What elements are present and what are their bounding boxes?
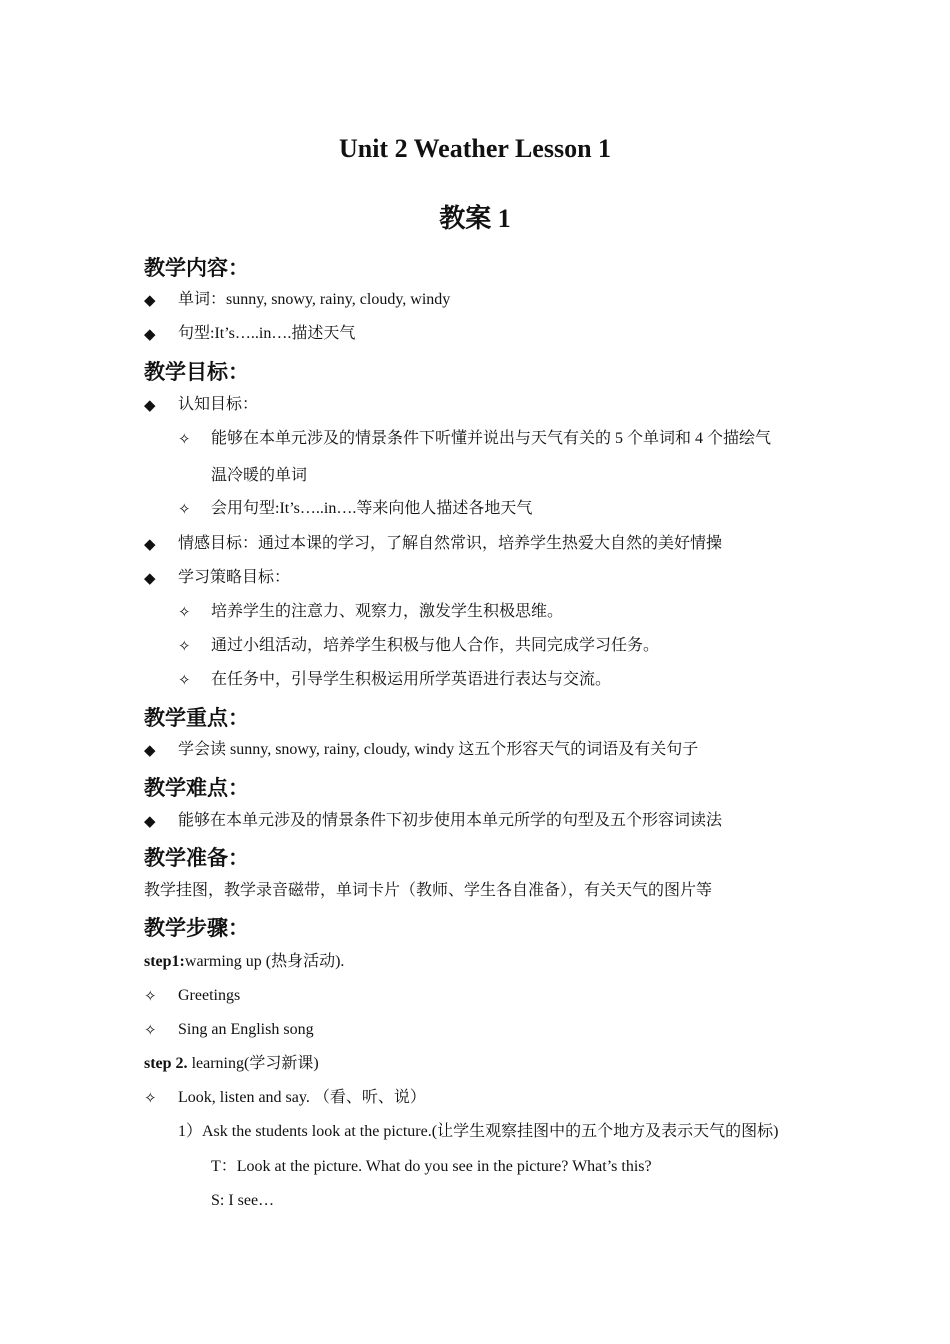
step2-item: Look, listen and say. （看、听、说） <box>178 1089 426 1106</box>
goal-cognitive-item: 会用句型:It’s…..in….等来向他人描述各地天气 <box>211 500 533 517</box>
star-bullet-icon: ✧ <box>178 500 191 518</box>
goal-cognitive-item: 能够在本单元涉及的情景条件下听懂并说出与天气有关的 5 个单词和 4 个描绘气 <box>211 430 772 447</box>
diamond-bullet-icon: ◆ <box>144 812 156 830</box>
step1-line <box>144 952 344 972</box>
star-bullet-icon: ✧ <box>144 987 157 1005</box>
content-item: 句型:It’s…..in….描述天气 <box>178 325 356 342</box>
step2-subitem: 1）Ask the students look at the picture.(让学生观察挂图中的五个地方及表示天气的图标) <box>178 1123 779 1140</box>
heading-difficulties: 教学难点： <box>144 776 249 800</box>
heading-steps: 教学步骤： <box>144 916 249 940</box>
goal-strategy: 学习策略目标： <box>178 569 291 586</box>
content-item: 单词：sunny, snowy, rainy, cloudy, windy <box>178 291 451 308</box>
step1-item: Sing an English song <box>178 1021 314 1038</box>
diamond-bullet-icon: ◆ <box>144 741 156 759</box>
heading-preparation: 教学准备： <box>144 846 249 870</box>
goal-strategy-item: 在任务中，引导学生积极运用所学英语进行表达与交流。 <box>211 671 612 688</box>
preparation-text: 教学挂图，教学录音磁带，单词卡片（教师、学生各自准备），有关天气的图片等 <box>144 882 713 899</box>
diamond-bullet-icon: ◆ <box>144 325 156 343</box>
goal-cognitive-item-cont: 温冷暖的单词 <box>211 467 308 484</box>
step1-item: Greetings <box>178 987 241 1004</box>
diamond-bullet-icon: ◆ <box>144 535 156 553</box>
step2-label: step 2. <box>144 1055 188 1072</box>
step2-line <box>144 1054 319 1074</box>
star-bullet-icon: ✧ <box>178 637 191 655</box>
star-bullet-icon: ✧ <box>144 1021 157 1039</box>
heading-content: 教学内容： <box>144 256 249 280</box>
difficulty-item: 能够在本单元涉及的情景条件下初步使用本单元所学的句型及五个形容词读法 <box>178 812 723 829</box>
document-title: Unit 2 Weather Lesson 1 <box>338 134 612 163</box>
key-point-item: 学会读 sunny, snowy, rainy, cloudy, windy 这五个形容天气的词语及有关句子 <box>178 741 699 758</box>
goal-emotional: 情感目标：通过本课的学习，了解自然常识，培养学生热爱大自然的美好情操 <box>178 535 723 552</box>
document-subtitle: 教案 1 <box>439 204 511 233</box>
star-bullet-icon: ✧ <box>178 603 191 621</box>
step2-text: learning(学习新课) <box>187 1055 319 1072</box>
star-bullet-icon: ✧ <box>178 430 191 448</box>
goal-strategy-item: 通过小组活动，培养学生积极与他人合作，共同完成学习任务。 <box>211 637 660 654</box>
diamond-bullet-icon: ◆ <box>144 291 156 309</box>
goal-cognitive: 认知目标： <box>178 396 259 413</box>
goal-strategy-item: 培养学生的注意力、观察力，激发学生积极思维。 <box>211 603 564 620</box>
heading-goals: 教学目标： <box>144 360 249 384</box>
dialogue-teacher: T：Look at the picture. What do you see in the picture? What’s this? <box>211 1158 652 1175</box>
diamond-bullet-icon: ◆ <box>144 569 156 587</box>
star-bullet-icon: ✧ <box>178 671 191 689</box>
heading-key-points: 教学重点： <box>144 706 249 730</box>
star-bullet-icon: ✧ <box>144 1089 157 1107</box>
diamond-bullet-icon: ◆ <box>144 396 156 414</box>
step1-text: warming up (热身活动). <box>184 953 345 970</box>
dialogue-student: S: I see… <box>211 1192 275 1209</box>
step1-label: step1: <box>144 953 185 970</box>
